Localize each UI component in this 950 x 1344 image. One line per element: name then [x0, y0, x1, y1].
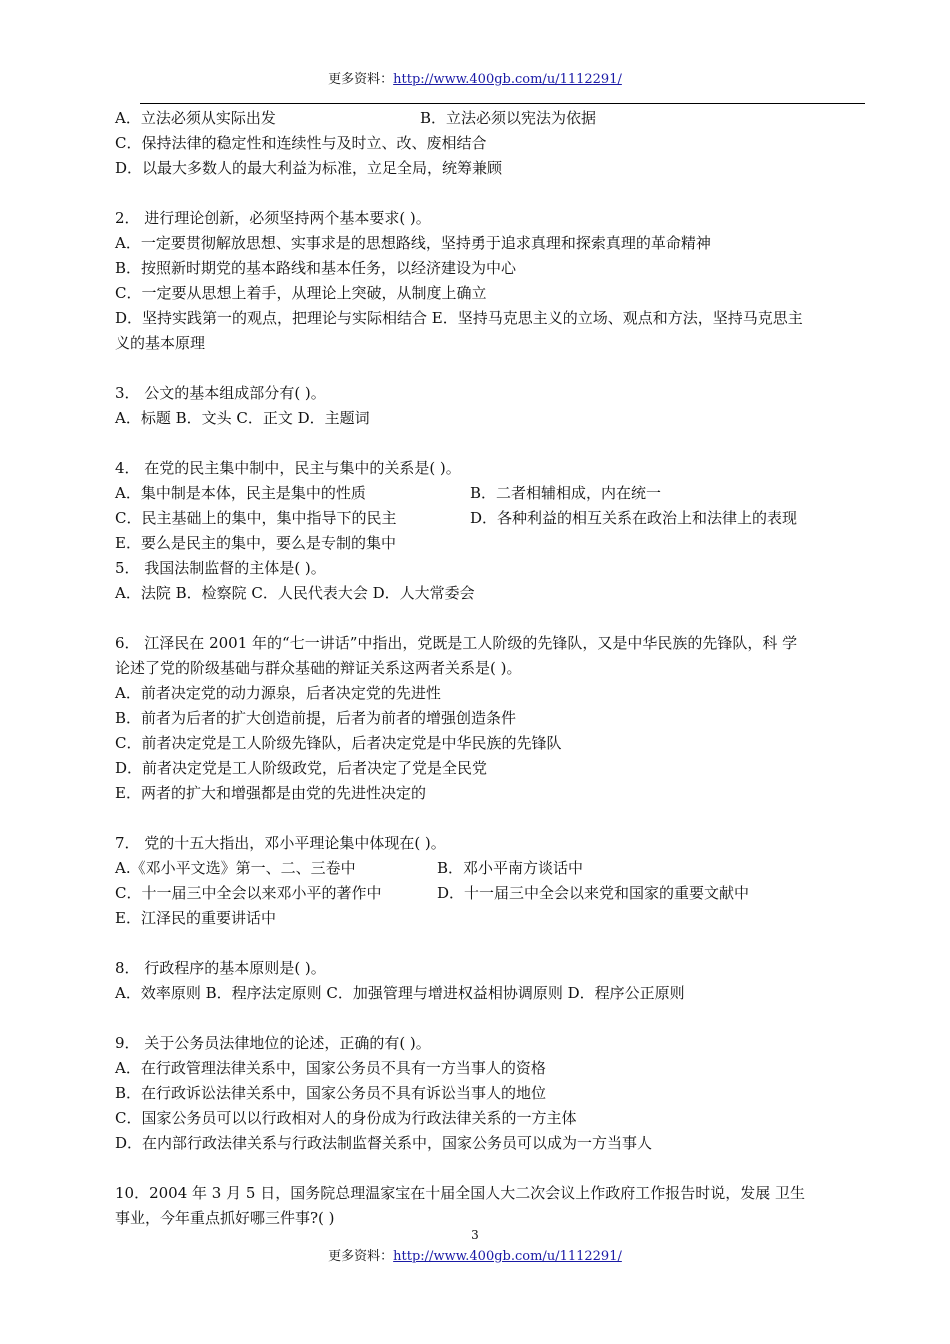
page-footer — [0, 1245, 950, 1264]
footer-link[interactable]: http://www.400gb.com/u/1112291/ — [393, 1249, 622, 1264]
q10-stem-cont: 事业，今年重点抓好哪三件事?( ) — [115, 1209, 335, 1227]
q2-option-a: A．一定要贯彻解放思想、实事求是的思想路线，坚持勇于追求真理和探索真理的革命精神 — [115, 234, 711, 252]
header-rule — [140, 103, 865, 104]
q2-stem: 2． 进行理论创新，必须坚持两个基本要求( )。 — [115, 209, 431, 227]
q7-option-d: D．十一届三中全会以来党和国家的重要文献中 — [437, 884, 750, 902]
q4-row-ab — [115, 481, 895, 506]
q2-option-c: C．一定要从思想上着手，从理论上突破，从制度上确立 — [115, 284, 487, 302]
q4-option-d: D．各种利益的相互关系在政治上和法律上的表现 — [470, 509, 798, 527]
q7-stem: 7． 党的十五大指出，邓小平理论集中体现在( )。 — [115, 834, 446, 852]
q4-stem: 4． 在党的民主集中制中，民主与集中的关系是( )。 — [115, 459, 461, 477]
page-content — [115, 106, 895, 1231]
q2-option-d-cont: 义的基本原理 — [115, 334, 206, 352]
q7-option-e: E．江泽民的重要讲话中 — [115, 909, 276, 927]
q6-option-e: E．两者的扩大和增强都是由党的先进性决定的 — [115, 784, 426, 802]
q5-stem: 5． 我国法制监督的主体是( )。 — [115, 559, 326, 577]
q7-option-a: A.《邓小平文选》第一、二、三卷中 — [115, 859, 356, 877]
q10-stem: 10．2004 年 3 月 5 日，国务院总理温家宝在十届全国人大二次会议上作政府工作报告时说，发展 卫生 — [115, 1184, 805, 1202]
q8-options: A．效率原则 B．程序法定原则 C．加强管理与增进权益相协调原则 D．程序公正原则 — [115, 984, 685, 1002]
q6-option-a: A．前者决定党的动力源泉，后者决定党的先进性 — [115, 684, 441, 702]
q9-option-c: C．国家公务员可以以行政相对人的身份成为行政法律关系的一方主体 — [115, 1109, 577, 1127]
q4-option-c: C．民主基础上的集中，集中指导下的民主 — [115, 509, 397, 527]
q6-option-b: B．前者为后者的扩大创造前提，后者为前者的增强创造条件 — [115, 709, 517, 727]
q6-stem-cont: 论述了党的阶级基础与群众基础的辩证关系这两者关系是( )。 — [115, 659, 522, 677]
q9-option-d: D．在内部行政法律关系与行政法制监督关系中，国家公务员可以成为一方当事人 — [115, 1134, 653, 1152]
q1-option-d: D．以最大多数人的最大利益为标准，立足全局，统筹兼顾 — [115, 159, 503, 177]
q1-option-a: A．立法必须从实际出发 — [115, 109, 276, 127]
q4-option-a: A．集中制是本体，民主是集中的性质 — [115, 484, 366, 502]
q1-option-b: B．立法必须以宪法为依据 — [420, 109, 597, 127]
q6-option-d: D．前者决定党是工人阶级政党，后者决定了党是全民党 — [115, 759, 488, 777]
page-number: 3 — [471, 1228, 479, 1242]
q7-row-cd — [115, 881, 895, 906]
footer-prefix: 更多资料： — [328, 1249, 394, 1264]
q9-option-a: A．在行政管理法律关系中，国家公务员不具有一方当事人的资格 — [115, 1059, 546, 1077]
q4-option-e: E．要么是民主的集中，要么是专制的集中 — [115, 534, 396, 552]
q9-option-b: B．在行政诉讼法律关系中，国家公务员不具有诉讼当事人的地位 — [115, 1084, 547, 1102]
header-prefix: 更多资料： — [328, 72, 394, 87]
q7-option-b: B．邓小平南方谈话中 — [437, 859, 584, 877]
q1-row-ab — [115, 106, 895, 131]
q3-stem: 3． 公文的基本组成部分有( )。 — [115, 384, 326, 402]
page-header — [0, 68, 950, 87]
q8-stem: 8． 行政程序的基本原则是( )。 — [115, 959, 326, 977]
q7-option-c: C．十一届三中全会以来邓小平的著作中 — [115, 884, 382, 902]
q2-option-d: D．坚持实践第一的观点，把理论与实际相结合 E．坚持马克思主义的立场、观点和方法，坚持马克思主 — [115, 309, 803, 327]
q3-options: A．标题 B．文头 C．正文 D．主题词 — [115, 409, 370, 427]
q6-stem: 6． 江泽民在 2001 年的“七一讲话”中指出，党既是工人阶级的先锋队，又是中华民族的先锋队，科 学 — [115, 634, 798, 652]
q6-option-c: C．前者决定党是工人阶级先锋队，后者决定党是中华民族的先锋队 — [115, 734, 562, 752]
q7-row-ab — [115, 856, 895, 881]
q4-row-cd — [115, 506, 895, 531]
q4-option-b: B．二者相辅相成，内在统一 — [470, 484, 662, 502]
q9-stem: 9． 关于公务员法律地位的论述，正确的有( )。 — [115, 1034, 431, 1052]
q5-options: A．法院 B．检察院 C．人民代表大会 D．人大常委会 — [115, 584, 475, 602]
q2-option-b: B．按照新时期党的基本路线和基本任务，以经济建设为中心 — [115, 259, 517, 277]
header-link[interactable]: http://www.400gb.com/u/1112291/ — [393, 72, 622, 87]
q1-option-c: C．保持法律的稳定性和连续性与及时立、改、废相结合 — [115, 134, 487, 152]
